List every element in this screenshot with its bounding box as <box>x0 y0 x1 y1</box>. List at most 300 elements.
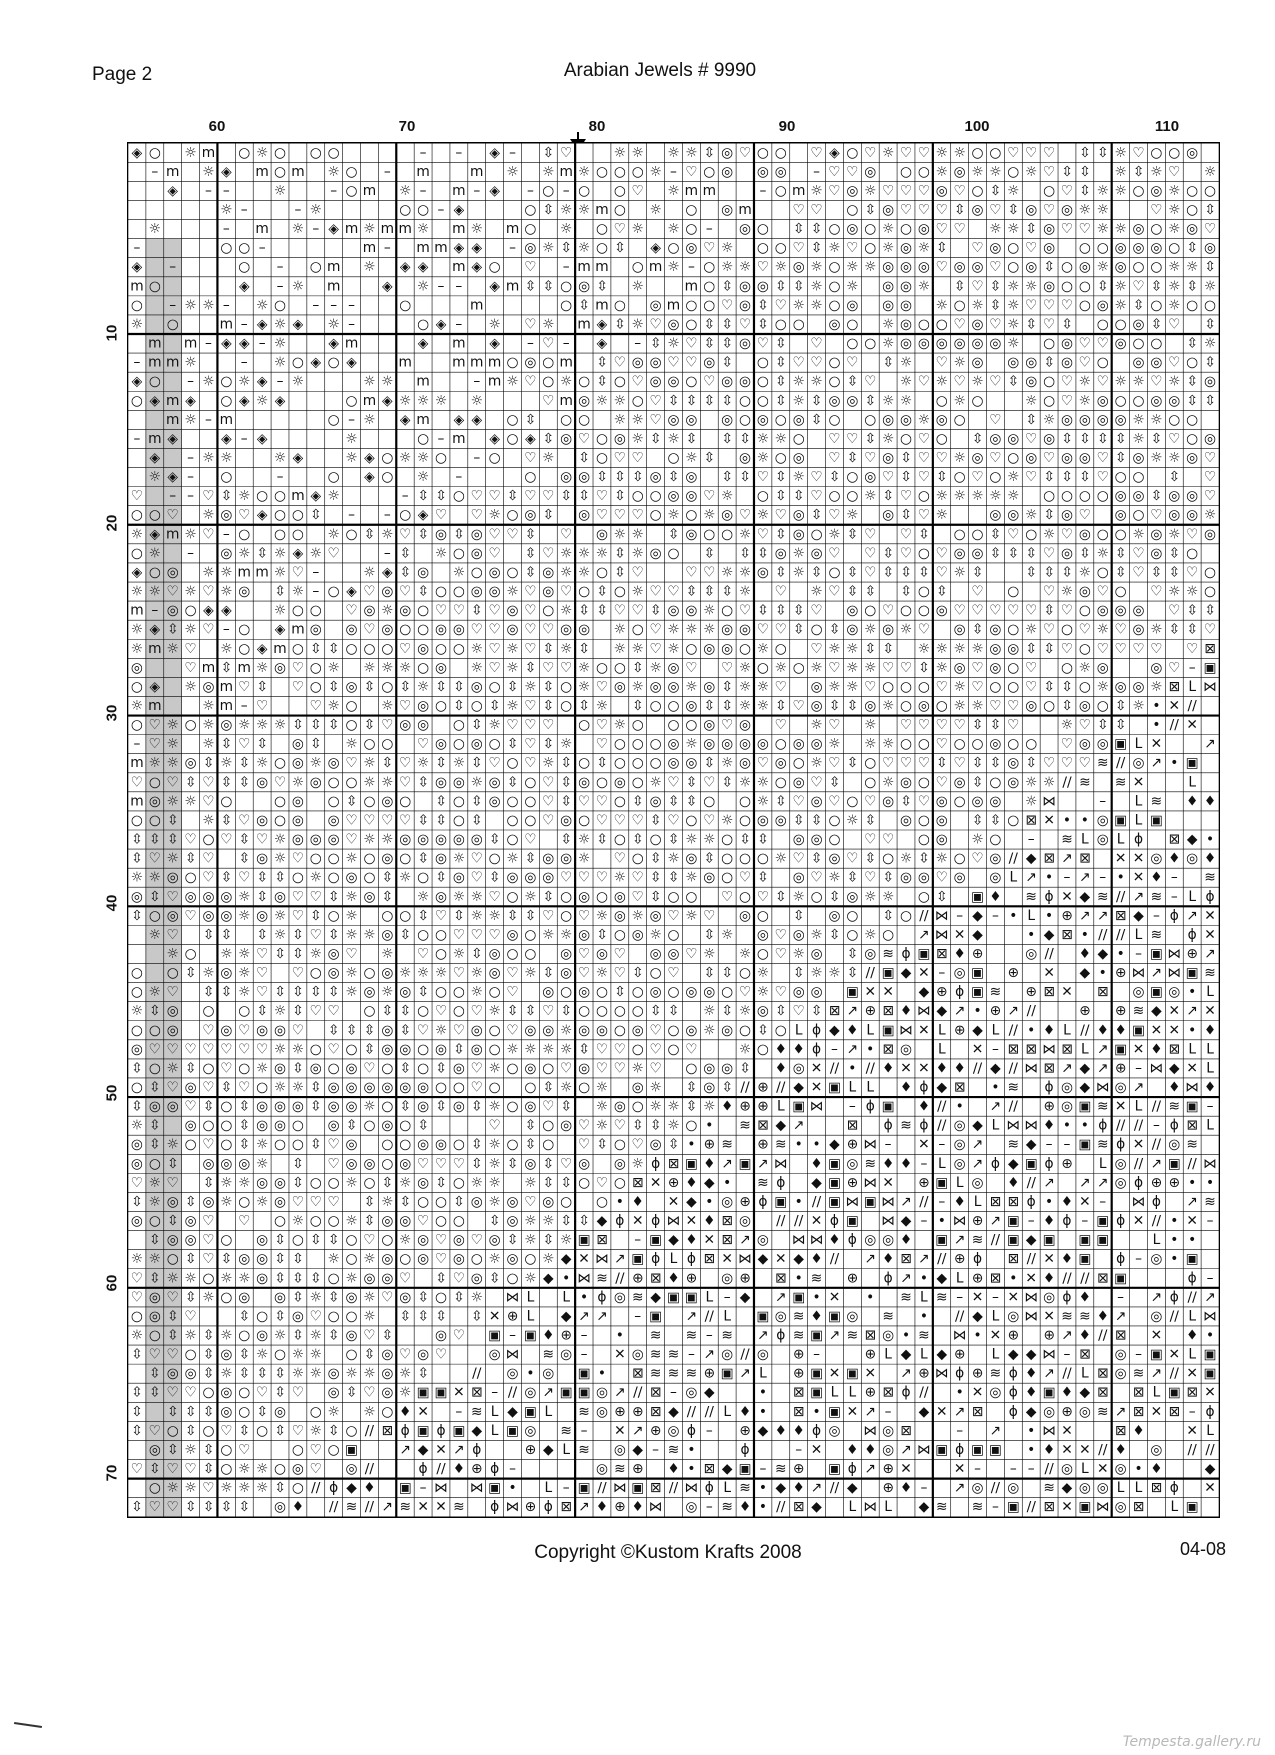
stitch-symbol: • <box>919 1308 928 1325</box>
stitch-symbol: ⇳ <box>1061 698 1073 715</box>
stitch-symbol: ◈ <box>131 564 143 581</box>
stitch-symbol: ◎ <box>291 736 304 753</box>
stitch-symbol: ⇳ <box>649 869 662 886</box>
stitch-symbol: ♦ <box>1025 1365 1038 1382</box>
stitch-symbol: ϕ <box>1044 1155 1054 1172</box>
stitch-symbol: ⇳ <box>256 545 268 562</box>
stitch-symbol: ◎ <box>739 1213 752 1230</box>
stitch-symbol: ○ <box>1186 545 1199 562</box>
stitch-symbol: ◎ <box>434 621 448 638</box>
stitch-symbol: ⊠ <box>649 1480 662 1497</box>
stitch-symbol: ○ <box>238 640 251 657</box>
stitch-symbol: ⊕ <box>882 1461 894 1478</box>
stitch-symbol: ϕ <box>1026 1193 1036 1210</box>
stitch-symbol: ◎ <box>578 469 591 486</box>
stitch-symbol: ⋈ <box>1024 1117 1039 1134</box>
stitch-symbol: ⇳ <box>578 450 590 467</box>
stitch-symbol: ☼ <box>1078 392 1092 409</box>
stitch-symbol: – <box>169 259 177 276</box>
stitch-symbol: ♡ <box>613 1117 627 1134</box>
stitch-symbol: ◎ <box>524 507 537 524</box>
stitch-symbol: ⇳ <box>131 1060 143 1077</box>
stitch-symbol: ○ <box>1060 659 1073 676</box>
stitch-symbol: – <box>526 182 534 199</box>
stitch-symbol: ⇳ <box>1186 240 1198 257</box>
stitch-symbol: ≋ <box>792 1308 805 1325</box>
stitch-symbol: ○ <box>184 945 197 962</box>
stitch-symbol: ♡ <box>971 278 984 295</box>
stitch-symbol: ☼ <box>881 335 895 352</box>
stitch-symbol: ☼ <box>148 1174 162 1191</box>
stitch-symbol: ◎ <box>1168 984 1181 1001</box>
stitch-symbol: ☼ <box>1203 278 1217 295</box>
stitch-symbol: ▣ <box>1114 1270 1128 1287</box>
stitch-symbol: ☼ <box>399 182 412 199</box>
stitch-symbol: ☼ <box>989 163 1002 180</box>
stitch-symbol: ⇳ <box>864 812 877 829</box>
stitch-symbol: ☼ <box>685 450 698 467</box>
stitch-symbol: ☼ <box>846 507 859 524</box>
stitch-symbol: ∕∕ <box>776 1213 786 1230</box>
stitch-symbol: ☼ <box>416 278 430 295</box>
stitch-symbol: ☼ <box>810 926 823 943</box>
stitch-symbol: ϕ <box>901 945 911 962</box>
stitch-symbol: L <box>1081 1461 1089 1478</box>
stitch-symbol: ♡ <box>577 965 591 982</box>
stitch-symbol: ☼ <box>184 621 197 638</box>
stitch-symbol: – <box>1099 793 1107 810</box>
stitch-symbol: ϕ <box>776 1174 786 1191</box>
row-number: 50 <box>103 1084 121 1102</box>
stitch-symbol: ♡ <box>345 831 358 848</box>
stitch-symbol: ⇳ <box>149 1079 161 1096</box>
stitch-symbol: ○ <box>1096 354 1109 371</box>
stitch-symbol: ⇳ <box>1114 545 1127 562</box>
stitch-symbol: ⇳ <box>453 1041 465 1058</box>
stitch-symbol: ☼ <box>202 163 215 180</box>
stitch-symbol: ○ <box>291 1441 304 1458</box>
stitch-symbol: ⇳ <box>1150 316 1163 333</box>
column-number: 70 <box>398 118 416 135</box>
stitch-symbol: ☼ <box>381 831 394 848</box>
stitch-symbol: ◎ <box>399 831 412 848</box>
stitch-symbol: ○ <box>667 888 680 905</box>
stitch-symbol: ☼ <box>542 1251 555 1268</box>
stitch-symbol: ▣ <box>1078 1136 1092 1153</box>
stitch-symbol: ♡ <box>470 621 483 638</box>
stitch-symbol: ☼ <box>631 411 644 428</box>
stitch-symbol: ○ <box>309 1174 322 1191</box>
stitch-symbol: ○ <box>202 831 215 848</box>
stitch-symbol: ☼ <box>881 144 895 161</box>
stitch-symbol: ∕∕ <box>1133 1155 1144 1172</box>
stitch-symbol: ○ <box>363 1003 376 1020</box>
stitch-symbol: ◎ <box>220 1384 233 1401</box>
stitch-symbol: ☼ <box>560 221 573 238</box>
scan-mark <box>14 1722 42 1728</box>
stitch-symbol: • <box>758 1403 767 1420</box>
stitch-symbol: ♡ <box>416 736 430 753</box>
stitch-symbol: – <box>222 526 230 543</box>
stitch-symbol: ♡ <box>148 717 162 734</box>
stitch-symbol: – <box>455 144 463 161</box>
stitch-symbol: – <box>169 297 177 314</box>
stitch-symbol: ⇳ <box>327 888 340 905</box>
stitch-symbol: ◎ <box>202 907 215 924</box>
stitch-symbol: ◎ <box>488 1346 501 1363</box>
stitch-symbol: ↗ <box>1043 1365 1055 1382</box>
stitch-symbol: ♡ <box>899 488 913 505</box>
stitch-symbol: ⇳ <box>202 1365 215 1382</box>
stitch-symbol: ☼ <box>667 221 680 238</box>
stitch-symbol: L <box>920 1289 928 1306</box>
stitch-symbol: ⇳ <box>184 850 197 867</box>
stitch-symbol: ⇳ <box>202 1098 215 1115</box>
stitch-symbol: ◎ <box>1025 202 1038 219</box>
stitch-symbol: m <box>344 221 359 238</box>
stitch-symbol: ◎ <box>291 755 304 772</box>
stitch-symbol: ♡ <box>345 755 358 772</box>
stitch-symbol: ◎ <box>721 736 734 753</box>
stitch-symbol: ☼ <box>434 392 448 409</box>
stitch-symbol: ○ <box>685 507 698 524</box>
stitch-symbol: ♡ <box>452 1155 466 1172</box>
stitch-symbol: – <box>1135 945 1142 962</box>
stitch-symbol: ♡ <box>1042 297 1056 314</box>
stitch-symbol: ☼ <box>613 869 627 886</box>
stitch-symbol: ○ <box>613 182 626 199</box>
stitch-symbol: ☼ <box>720 926 734 943</box>
stitch-symbol: ☼ <box>399 965 412 982</box>
stitch-symbol: ○ <box>291 1480 304 1497</box>
stitch-symbol: ◎ <box>363 1270 376 1287</box>
stitch-symbol: ♡ <box>613 354 627 371</box>
stitch-symbol: L <box>848 1079 857 1096</box>
stitch-symbol: ○ <box>381 1155 394 1172</box>
stitch-symbol: ↗ <box>989 1098 1002 1115</box>
stitch-symbol: ♡ <box>756 526 770 543</box>
stitch-symbol: ○ <box>631 1098 644 1115</box>
stitch-symbol: ✕ <box>953 1461 966 1478</box>
stitch-symbol: ♡ <box>130 1461 144 1478</box>
stitch-symbol: ◎ <box>899 335 913 352</box>
stitch-symbol: ♡ <box>399 1270 412 1287</box>
stitch-symbol: ☼ <box>1168 221 1181 238</box>
stitch-symbol: – <box>312 297 320 314</box>
stitch-symbol: ⊠ <box>882 1003 894 1020</box>
stitch-symbol: ○ <box>1186 430 1199 447</box>
stitch-symbol: ♡ <box>166 1346 179 1363</box>
stitch-symbol: ☼ <box>738 564 752 581</box>
stitch-symbol: ○ <box>613 793 626 810</box>
stitch-symbol: – <box>1027 831 1035 848</box>
stitch-symbol: ○ <box>774 316 787 333</box>
stitch-symbol: ϕ <box>1062 1289 1072 1306</box>
stitch-symbol: ◎ <box>739 755 752 772</box>
stitch-symbol: ○ <box>220 1232 233 1249</box>
stitch-symbol: ⇳ <box>864 583 877 600</box>
stitch-symbol: ◎ <box>739 278 752 295</box>
stitch-symbol: ⇳ <box>703 335 716 352</box>
stitch-symbol: ○ <box>184 1346 197 1363</box>
stitch-symbol: ♡ <box>560 659 573 676</box>
stitch-symbol: ⊕ <box>739 1422 751 1439</box>
stitch-symbol: ◎ <box>256 907 269 924</box>
stitch-symbol: ☼ <box>917 278 931 295</box>
stitch-symbol: ⇳ <box>864 640 877 657</box>
stitch-symbol: ☼ <box>899 354 913 371</box>
stitch-symbol: – <box>455 469 463 486</box>
stitch-symbol: ☼ <box>595 545 609 562</box>
stitch-symbol: ⇳ <box>149 1232 161 1249</box>
stitch-symbol: ♡ <box>1096 335 1109 352</box>
stitch-symbol: ♡ <box>506 526 519 543</box>
stitch-symbol: ☼ <box>953 678 966 695</box>
stitch-symbol: ○ <box>506 1270 519 1287</box>
stitch-symbol: ☼ <box>381 373 394 390</box>
stitch-symbol: ◎ <box>1150 240 1163 257</box>
stitch-symbol: ◎ <box>703 1079 716 1096</box>
stitch-symbol: ○ <box>1096 526 1109 543</box>
stitch-symbol: ⇳ <box>1061 469 1073 486</box>
stitch-symbol: ◎ <box>309 774 322 791</box>
stitch-symbol: ♡ <box>881 182 895 199</box>
stitch-symbol: m <box>577 316 591 333</box>
stitch-symbol: ♡ <box>1168 659 1181 676</box>
stitch-symbol: ⇳ <box>1007 373 1020 390</box>
stitch-symbol: ϕ <box>1044 1079 1054 1096</box>
stitch-symbol: ○ <box>524 793 537 810</box>
stitch-symbol: ♦ <box>953 1060 966 1077</box>
stitch-symbol: ♡ <box>1007 717 1020 734</box>
stitch-symbol: L <box>973 1193 982 1210</box>
stitch-symbol: ○ <box>685 202 698 219</box>
stitch-symbol: – <box>687 259 695 276</box>
stitch-symbol: ○ <box>309 602 322 619</box>
stitch-symbol: ♡ <box>291 1022 305 1039</box>
stitch-symbol: ☼ <box>1150 678 1163 695</box>
stitch-symbol: ✕ <box>1204 1384 1216 1401</box>
stitch-symbol: ⊠ <box>1007 1041 1020 1058</box>
stitch-symbol: m <box>380 221 395 238</box>
stitch-symbol: ⇳ <box>560 793 572 810</box>
stitch-symbol: ◎ <box>667 488 680 505</box>
stitch-symbol: ○ <box>363 793 376 810</box>
stitch-symbol: ∕∕ <box>1169 1365 1179 1382</box>
stitch-symbol: ⇳ <box>310 736 322 753</box>
stitch-symbol: ○ <box>810 888 823 905</box>
stitch-symbol: ♡ <box>560 144 573 161</box>
stitch-symbol: ○ <box>971 392 984 409</box>
stitch-symbol: ⇳ <box>882 869 894 886</box>
stitch-symbol: m <box>166 392 180 409</box>
stitch-symbol: ✕ <box>810 1060 823 1077</box>
stitch-symbol: m <box>148 335 162 352</box>
stitch-symbol: ◎ <box>917 869 930 886</box>
stitch-symbol: ☼ <box>238 717 251 734</box>
stitch-symbol: ◎ <box>256 1174 269 1191</box>
stitch-symbol: ◎ <box>166 1193 179 1210</box>
stitch-symbol: ∕∕ <box>686 1403 697 1420</box>
stitch-symbol: ◎ <box>542 1022 555 1039</box>
stitch-symbol: ♡ <box>524 698 537 715</box>
stitch-symbol: ☼ <box>488 1003 501 1020</box>
stitch-symbol: ♦ <box>1203 850 1217 867</box>
stitch-symbol: ♦ <box>1150 1041 1163 1058</box>
stitch-symbol: m <box>130 278 144 295</box>
stitch-symbol: ○ <box>739 812 752 829</box>
stitch-symbol: ϕ <box>1169 907 1179 924</box>
stitch-symbol: ☼ <box>577 850 591 867</box>
stitch-symbol: ◎ <box>739 335 752 352</box>
stitch-symbol: ⇳ <box>453 678 465 695</box>
stitch-symbol: ◎ <box>166 1232 179 1249</box>
stitch-symbol: ◎ <box>148 1289 161 1306</box>
stitch-symbol: ♡ <box>506 965 519 982</box>
stitch-symbol: ✕ <box>1061 1422 1073 1439</box>
stitch-symbol: – <box>437 202 445 219</box>
stitch-symbol: ♡ <box>846 430 859 447</box>
stitch-symbol: ☼ <box>273 450 287 467</box>
stitch-symbol: – <box>133 354 141 371</box>
stitch-symbol: – <box>240 698 248 715</box>
stitch-symbol: ◎ <box>882 1441 895 1458</box>
stitch-symbol: ⇳ <box>310 507 322 524</box>
stitch-symbol: ○ <box>327 1174 340 1191</box>
stitch-symbol: ♡ <box>989 698 1002 715</box>
stitch-symbol: ◎ <box>989 736 1002 753</box>
stitch-symbol: ◎ <box>685 411 698 428</box>
stitch-symbol: ♡ <box>631 564 644 581</box>
stitch-symbol: ⇳ <box>435 1308 447 1325</box>
stitch-symbol: ○ <box>846 793 859 810</box>
stitch-symbol: ◎ <box>417 564 430 581</box>
stitch-symbol: ◎ <box>291 1461 304 1478</box>
stitch-symbol: ◎ <box>542 850 555 867</box>
stitch-symbol: ⋈ <box>1024 1060 1039 1077</box>
stitch-symbol: ○ <box>935 430 948 447</box>
stitch-symbol: ♦ <box>1096 1022 1109 1039</box>
stitch-symbol: ☼ <box>291 1346 305 1363</box>
stitch-symbol: ☼ <box>184 1441 197 1458</box>
stitch-symbol: ↗ <box>1061 1060 1073 1077</box>
stitch-symbol: – <box>437 430 445 447</box>
stitch-symbol: ○ <box>828 354 841 371</box>
stitch-symbol: ✕ <box>828 1289 841 1306</box>
stitch-symbol: ◎ <box>488 945 501 962</box>
stitch-symbol: ✕ <box>936 1403 948 1420</box>
stitch-symbol: ♡ <box>542 335 555 352</box>
stitch-symbol: ◎ <box>649 907 662 924</box>
stitch-symbol: ⋈ <box>881 1193 896 1210</box>
stitch-symbol: ∕∕ <box>597 1480 607 1497</box>
stitch-symbol: ⇳ <box>149 888 161 905</box>
stitch-symbol: m <box>291 163 305 180</box>
stitch-symbol: ♡ <box>685 1041 698 1058</box>
stitch-symbol: ♡ <box>864 373 877 390</box>
stitch-symbol: ○ <box>595 564 608 581</box>
stitch-symbol: ♡ <box>416 1213 430 1230</box>
stitch-symbol: ○ <box>649 507 662 524</box>
stitch-symbol: ♡ <box>202 850 215 867</box>
stitch-symbol: ⇳ <box>864 392 877 409</box>
stitch-symbol: ♡ <box>542 488 555 505</box>
stitch-symbol: – <box>831 1041 838 1058</box>
stitch-symbol: ◆ <box>775 1117 787 1134</box>
stitch-symbol: ⇳ <box>1186 621 1198 638</box>
stitch-symbol: m <box>452 430 466 447</box>
stitch-symbol: ○ <box>542 1060 555 1077</box>
stitch-symbol: ☼ <box>720 488 734 505</box>
stitch-symbol: ⊠ <box>864 1327 877 1344</box>
stitch-symbol: m <box>505 278 520 295</box>
stitch-symbol: ○ <box>756 850 769 867</box>
stitch-symbol: ⇳ <box>792 907 805 924</box>
stitch-symbol: ⊠ <box>1043 1060 1055 1077</box>
stitch-symbol: ♡ <box>381 717 394 734</box>
stitch-symbol: ☼ <box>148 1193 162 1210</box>
stitch-symbol: ◆ <box>686 1193 697 1210</box>
stitch-symbol: ≋ <box>775 1136 787 1153</box>
stitch-symbol: ○ <box>327 1441 340 1458</box>
stitch-symbol: ○ <box>327 1308 340 1325</box>
stitch-symbol: ○ <box>560 411 573 428</box>
stitch-symbol: ◎ <box>238 1251 251 1268</box>
stitch-symbol: ○ <box>578 1003 591 1020</box>
stitch-symbol: m <box>666 297 681 314</box>
stitch-symbol: ○ <box>452 736 465 753</box>
stitch-symbol: ☼ <box>864 621 877 638</box>
stitch-symbol: ○ <box>756 659 769 676</box>
stitch-symbol: ◎ <box>524 1060 537 1077</box>
stitch-symbol: ♡ <box>238 507 251 524</box>
stitch-symbol: ◎ <box>899 240 913 257</box>
stitch-symbol: ∕∕ <box>829 1251 840 1268</box>
stitch-symbol: ○ <box>1078 488 1091 505</box>
stitch-symbol: ⊕ <box>1061 1403 1073 1420</box>
stitch-symbol: ∕∕ <box>1187 1155 1197 1172</box>
stitch-symbol: ☼ <box>774 259 787 276</box>
stitch-symbol: ⇳ <box>846 526 859 543</box>
stitch-symbol: ↗ <box>614 1251 626 1268</box>
stitch-symbol: ◎ <box>1132 316 1145 333</box>
stitch-symbol: ☼ <box>667 1098 680 1115</box>
stitch-symbol: ☼ <box>792 564 805 581</box>
stitch-symbol: ⊠ <box>1132 1499 1145 1516</box>
stitch-symbol: ⇳ <box>721 1079 733 1096</box>
stitch-symbol: ≋ <box>667 1365 680 1382</box>
stitch-symbol: ♡ <box>828 583 841 600</box>
stitch-symbol: ◆ <box>1079 1079 1091 1096</box>
stitch-symbol: ↗ <box>1043 1174 1055 1191</box>
stitch-symbol: ◎ <box>756 163 769 180</box>
stitch-symbol: ☼ <box>577 831 591 848</box>
stitch-symbol: ♦ <box>1150 869 1163 886</box>
stitch-symbol: ∕∕ <box>990 1480 1001 1497</box>
stitch-symbol: ↗ <box>614 1384 626 1401</box>
stitch-symbol: ◎ <box>434 736 448 753</box>
stitch-symbol: ☼ <box>560 602 573 619</box>
stitch-symbol: ○ <box>1150 297 1163 314</box>
stitch-symbol: ◎ <box>882 259 895 276</box>
stitch-symbol: ↗ <box>631 1422 644 1439</box>
stitch-symbol: ⇳ <box>1186 392 1198 409</box>
stitch-symbol: ◎ <box>721 202 734 219</box>
stitch-symbol: ☼ <box>291 1365 305 1382</box>
stitch-symbol: ☼ <box>273 717 287 734</box>
stitch-symbol: ⇳ <box>435 1098 447 1115</box>
stitch-symbol: ◎ <box>1025 259 1038 276</box>
